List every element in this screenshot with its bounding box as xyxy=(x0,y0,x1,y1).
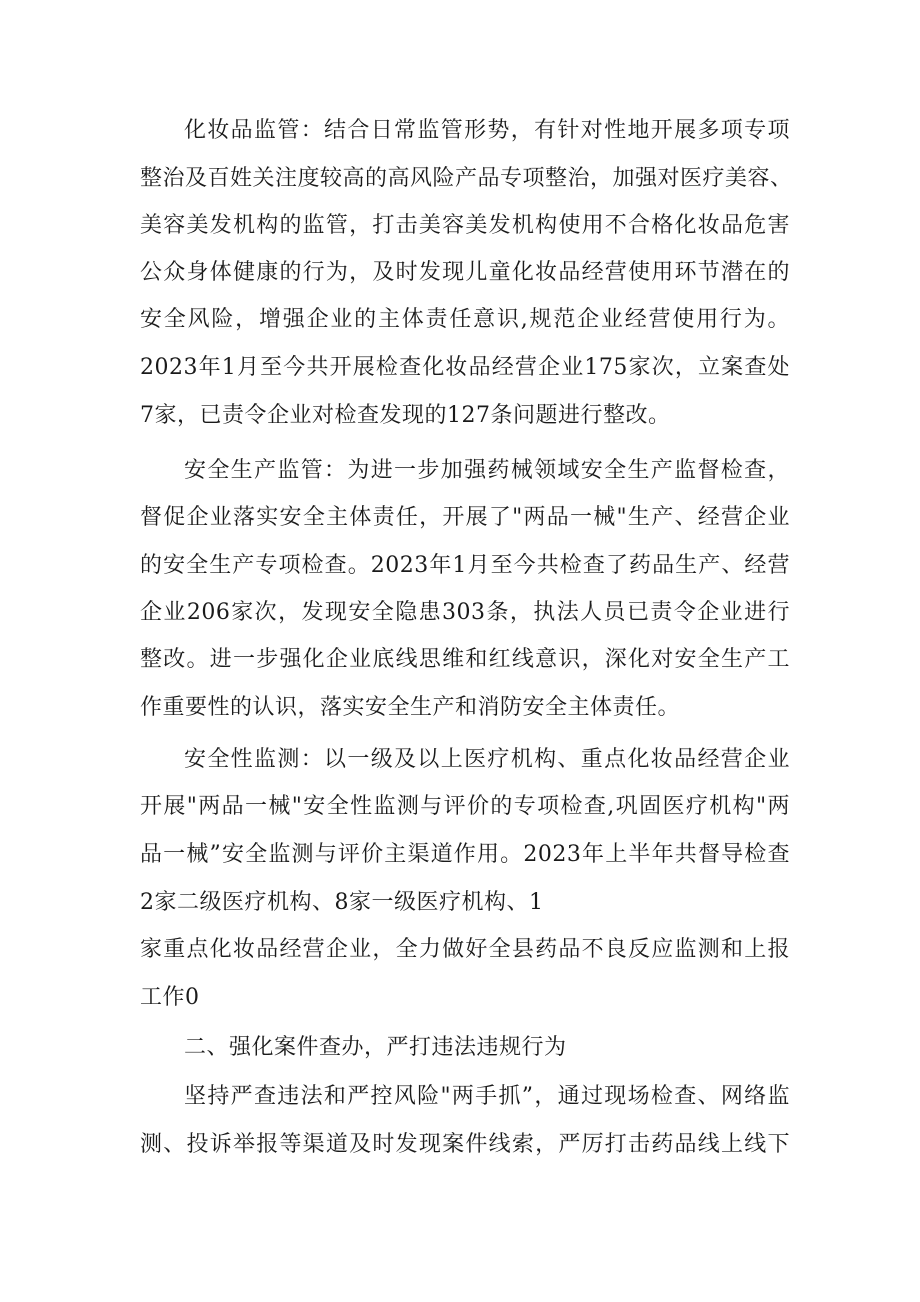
text-line: 作重要性的认识，落实安全生产和消防安全主体责任。 xyxy=(140,695,681,720)
text-line: 开展"两品一械"安全性监测与评价的专项检查,巩固医疗机构"两 xyxy=(140,794,790,819)
text-line: 7家，已责令企业对检查发现的127条问题进行整改。 xyxy=(140,403,671,428)
text-line: 化妆品监管：结合日常监管形势，有针对性地开展多项专项 xyxy=(184,118,790,143)
text-line: 美容美发机构的监管，打击美容美发机构使用不合格化妆品危害 xyxy=(140,213,790,238)
text-line: 测、投诉举报等渠道及时发现案件线索，严厉打击药品线上线下 xyxy=(140,1132,790,1157)
text-line: 督促企业落实安全主体责任，开展了"两品一械"生产、经营企业 xyxy=(140,505,790,530)
text-line: 公众身体健康的行为，及时发现儿童化妆品经营使用环节潜在的 xyxy=(140,260,790,285)
text-line: 家重点化妆品经营企业，全力做好全县药品不良反应监测和上报 xyxy=(140,937,790,962)
text-line: 整改。进一步强化企业底线思维和红线意识，深化对安全生产工 xyxy=(140,647,790,672)
text-line: 2023年1月至今共开展检查化妆品经营企业175家次，立案查处 xyxy=(140,355,790,380)
text-line: 整治及百姓关注度较高的高风险产品专项整治，加强对医疗美容、 xyxy=(140,166,793,191)
text-line: 2家二级医疗机构、8家一级医疗机构、1 xyxy=(140,890,544,915)
text-line: 企业206家次，发现安全隐患303条，执法人员已责令企业进行 xyxy=(140,600,790,625)
text-line: 品一械”安全监测与评价主渠道作用。2023年上半年共督导检查 xyxy=(140,842,790,867)
heading-text: 二、强化案件查办，严打违法违规行为 xyxy=(184,1035,567,1060)
text-line: 安全性监测：以一级及以上医疗机构、重点化妆品经营企业 xyxy=(184,747,790,772)
text-line: 安全风险，增强企业的主体责任意识,规范企业经营使用行为。 xyxy=(140,307,790,332)
text-line: 坚持严查违法和严控风险"两手抓”，通过现场检查、网络监 xyxy=(184,1084,790,1109)
text-line: 工作0 xyxy=(140,985,200,1010)
text-line: 的安全生产专项检查。2023年1月至今共检查了药品生产、经营 xyxy=(140,553,790,578)
text-line: 安全生产监管：为进一步加强药械领域安全生产监督检查， xyxy=(184,458,790,483)
